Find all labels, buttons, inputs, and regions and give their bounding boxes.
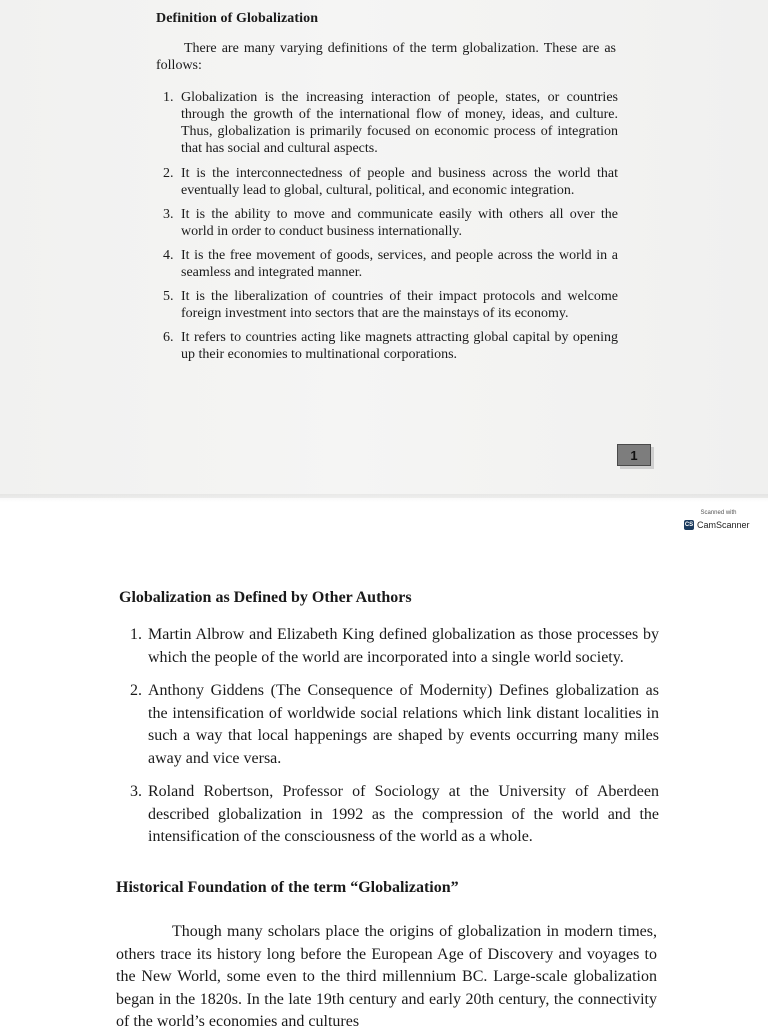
list-item-text: Martin Albrow and Elizabeth King defined globalization as those processes by which the people of the world are incorporated into a single world society. (148, 626, 659, 666)
list-item-text: Roland Robertson, Professor of Sociology at the University of Aberdeen described globalization in 1992 as the compression of the world and the intensification of the consciousness of the world as a whole. (148, 783, 659, 845)
list-number: 6. (163, 330, 174, 345)
list-number: 3. (163, 207, 174, 222)
list-item (160, 206, 618, 240)
list-item-text: It is the ability to move and communicate easily with others all over the world in order to conduct business internationally. (181, 207, 618, 239)
list-item (160, 288, 618, 322)
list-item-text: It refers to countries acting like magnets attracting global capital by opening up their economies to multinational corporations. (181, 330, 618, 362)
page-divider-shadow (0, 494, 768, 502)
scanned-page-2 (0, 540, 768, 1030)
list-number: 3. (130, 783, 142, 800)
list-item (160, 89, 618, 157)
list-item-text: Anthony Giddens (The Consequence of Modernity) Defines globalization as the intensification of worldwide social relations which link distant localities in such a way that local happenings are shaped by events occurring many miles away and vice versa. (148, 682, 659, 767)
list-item-text: It is the liberalization of countries of their impact protocols and welcome foreign investment into sectors that are the mainstays of its economy. (181, 289, 618, 321)
list-item (127, 781, 659, 849)
list-item-text: Globalization is the increasing interaction of people, states, or countries through the growth of the international flow of money, ideas, and culture. Thus, globalization is primarily focused on economic process of integration that has social and cultural aspects. (181, 90, 618, 156)
scanned-page-1 (0, 0, 768, 498)
list-number: 1. (130, 626, 142, 643)
historical-paragraph: Though many scholars place the origins of globalization in modern times, others trace its history long before the European Age of Discovery and voyages to the New World, some even to the third millennium BC. Large-scale globalization began in the 1820s. In the late 19th century and early 20th century, the connectivity of the world’s economies and cultures (116, 923, 657, 1030)
list-number: 2. (130, 682, 142, 699)
section-heading-historical: Historical Foundation of the term “Globalization” (116, 879, 459, 896)
section-heading-authors: Globalization as Defined by Other Authors (119, 589, 412, 606)
list-item (160, 165, 618, 199)
intro-paragraph: There are many varying definitions of the term globalization. These are as follows: (156, 41, 616, 73)
list-item (127, 680, 659, 770)
authors-list (127, 624, 659, 849)
list-item-text: It is the interconnectedness of people and business across the world that eventually lead to global, cultural, political, and economic integration. (181, 166, 618, 198)
list-number: 2. (163, 166, 174, 181)
page-number-badge: 1 (617, 444, 651, 466)
list-number: 4. (163, 248, 174, 263)
section-heading-definition: Definition of Globalization (156, 11, 319, 26)
watermark-brand: CamScanner (697, 520, 750, 530)
camscanner-logo-icon: CS (684, 522, 694, 528)
list-item (127, 624, 659, 669)
watermark-caption: Scanned with (700, 510, 737, 516)
list-item (160, 247, 618, 281)
watermark-logo-row (684, 519, 755, 531)
list-number: 5. (163, 289, 174, 304)
camscanner-watermark (682, 510, 755, 532)
list-item-text: It is the free movement of goods, services, and people across the world in a seamless and integrated manner. (181, 248, 618, 280)
list-number: 1. (163, 90, 174, 105)
definitions-list (160, 89, 618, 363)
list-item (160, 329, 618, 363)
